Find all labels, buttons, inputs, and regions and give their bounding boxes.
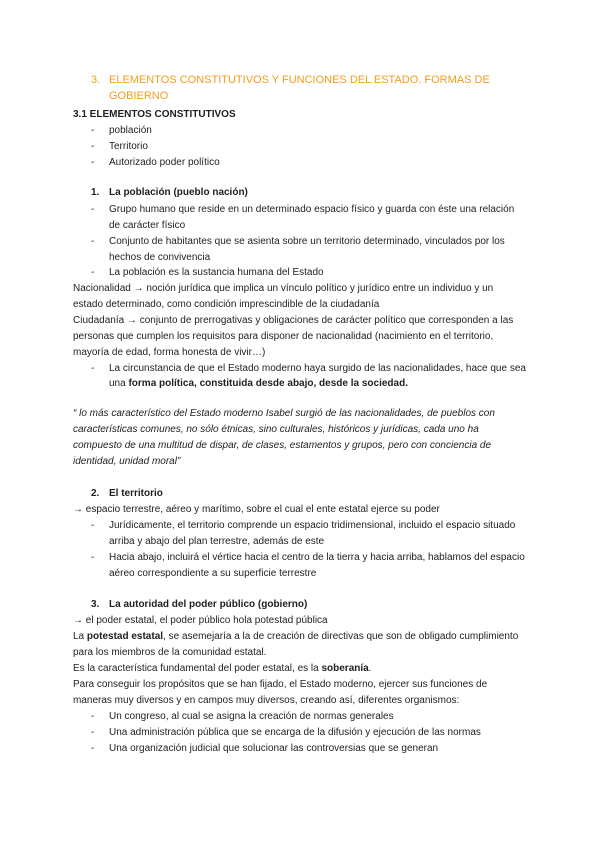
text: , se asemejaría a la de creación de directivas que son de obligado cumplimiento xyxy=(163,631,519,642)
text: Es la característica fundamental del poder estatal, es la xyxy=(73,663,322,674)
dash: - xyxy=(91,552,95,563)
text: una xyxy=(109,378,129,389)
paragraph-line: maneras muy diversos y en campos muy diversos, creando así, diferentes organismos: xyxy=(73,695,460,706)
list-item: La circunstancia de que el Estado moderno haya surgido de las nacionalidades, hace que sea xyxy=(109,363,526,374)
bold-text: soberanía xyxy=(321,663,369,674)
heading-title-line1: ELEMENTOS CONSTITUTIVOS Y FUNCIONES DEL ESTADO. FORMAS DE xyxy=(109,74,490,86)
list-item-cont: arriba y abajo del plan terrestre, además de este xyxy=(109,536,325,547)
paragraph-line: personas que cumplen los requisitos para disponer de nacionalidad (nacimiento en el territorio, xyxy=(73,331,494,342)
list-item-cont xyxy=(109,377,408,390)
paragraph-line: → espacio terrestre, aéreo y marítimo, sobre el cual el ente estatal ejerce su poder xyxy=(73,504,440,515)
paragraph-line: Para conseguir los propósitos que se han fijado, el Estado moderno, ejercer sus funciones de xyxy=(73,679,488,690)
list-item: población xyxy=(109,125,152,136)
section-number: 1. xyxy=(91,187,100,198)
section-title: La autoridad del poder público (gobierno) xyxy=(109,599,308,610)
dash: - xyxy=(91,727,95,738)
quote-line: características comunes, no sólo étnicas, sino culturales, históricos y jurídicas, cada uno ha xyxy=(73,424,479,435)
dash: - xyxy=(91,267,95,278)
dash: - xyxy=(91,743,95,754)
section-number: 2. xyxy=(91,488,100,499)
section-title: La población (pueblo nación) xyxy=(109,187,248,198)
dash: - xyxy=(91,157,95,168)
quote-line: compuesto de una multitud de dispar, de clases, estamentos y grupos, pero con conciencia de xyxy=(73,440,492,451)
paragraph-line: Nacionalidad → noción jurídica que implica un vínculo político y jurídico entre un individuo y un xyxy=(73,283,494,294)
dash: - xyxy=(91,363,95,374)
section-title: El territorio xyxy=(109,488,163,499)
section-number: 3. xyxy=(91,599,100,610)
subheading: 3.1 ELEMENTOS CONSTITUTIVOS xyxy=(73,109,236,120)
list-item: Una administración pública que se encarga de la difusión y ejecución de las normas xyxy=(109,727,481,738)
bold-text: potestad estatal xyxy=(86,631,164,642)
paragraph-line: para los miembros de la comunidad estatal. xyxy=(73,647,267,658)
list-item: Hacia abajo, incluirá el vértice hacia el centro de la tierra y hacia arriba, hablamos del espacio xyxy=(109,552,525,563)
list-item: Territorio xyxy=(109,141,148,152)
list-item-cont: hechos de convivencia xyxy=(109,252,211,263)
paragraph-line xyxy=(73,630,518,643)
list-item: La población es la sustancia humana del Estado xyxy=(109,267,324,278)
paragraph-line: mayoría de edad, forma honesta de vivir…) xyxy=(73,347,266,358)
list-item: Conjunto de habitantes que se asienta sobre un territorio determinado, vinculados por los xyxy=(109,236,505,247)
heading-number: 3. xyxy=(91,74,101,86)
dash: - xyxy=(91,204,95,215)
list-item: Jurídicamente, el territorio comprende un espacio tridimensional, incluido el espacio situado xyxy=(109,520,516,531)
dash: - xyxy=(91,236,95,247)
list-item: Un congreso, al cual se asigna la creación de normas generales xyxy=(109,711,394,722)
dash: - xyxy=(91,141,95,152)
quote-line: identidad, unidad moral” xyxy=(73,456,181,467)
quote-line: “ lo más característico del Estado moderno Isabel surgió de las nacionalidades, de pueblos con xyxy=(73,408,495,419)
paragraph-line: Ciudadanía → conjunto de prerrogativas y obligaciones de carácter político que corresponden a las xyxy=(73,315,514,326)
text: . xyxy=(368,663,372,674)
paragraph-line: → el poder estatal, el poder público hola potestad pública xyxy=(73,615,328,626)
bold-text: forma política, constituida desde abajo, desde la sociedad. xyxy=(128,378,408,389)
list-item: Grupo humano que reside en un determinado espacio físico y guarda con éste una relación xyxy=(109,204,515,215)
list-item: Autorizado poder político xyxy=(109,157,220,168)
list-item-cont: de carácter físico xyxy=(109,220,186,231)
heading-title-line2: GOBIERNO xyxy=(109,90,169,102)
list-item: Una organización judicial que solucionar las controversias que se generan xyxy=(109,743,439,754)
dash: - xyxy=(91,125,95,136)
paragraph-line: estado determinado, como condición imprescindible de la ciudadanía xyxy=(73,299,380,310)
text: La xyxy=(73,631,87,642)
dash: - xyxy=(91,711,95,722)
paragraph-line xyxy=(73,662,372,675)
list-item-cont: aéreo correspondiente a su superficie terrestre xyxy=(109,568,317,579)
dash: - xyxy=(91,520,95,531)
